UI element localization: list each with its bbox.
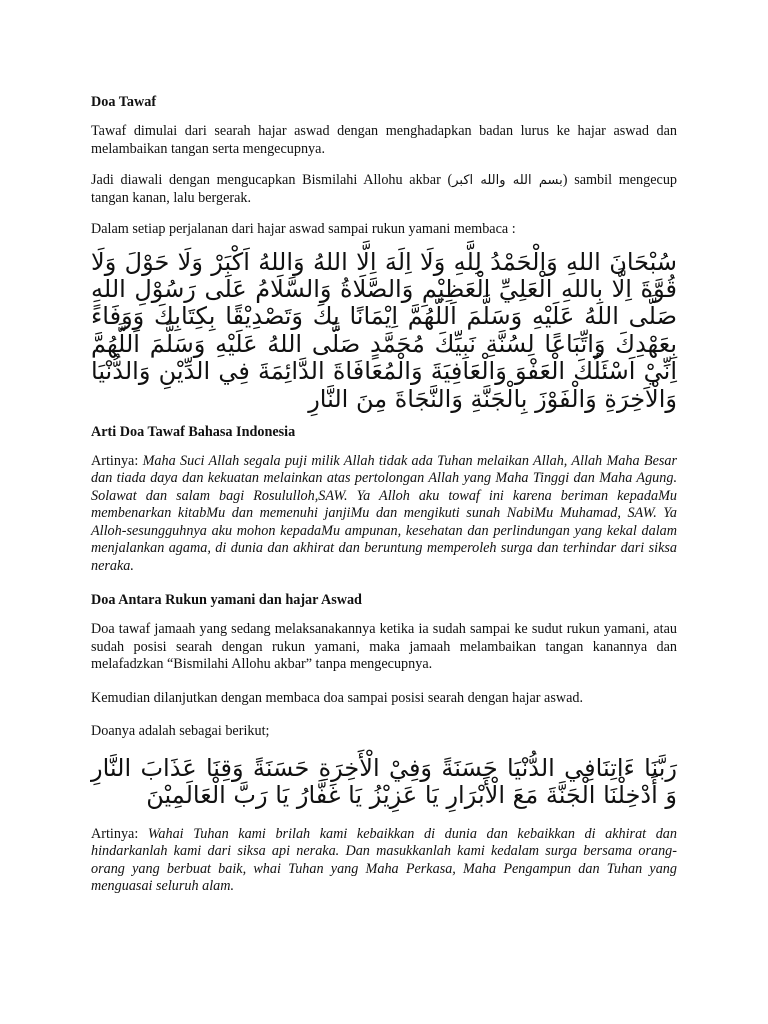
arabic-prayer-rabbana: رَبَّنَا ءَاتِنَافِي الدُّنْيَا حَسَنَةً وَفِيْ الْأَخِرَةِ حَسَنَةً وَقِنَا عَذَابَ النَّارِ وَ أَدْخِلْنَا الْجَنَّةَ مَعَ الْأَبْرَارِ يَا عَزِيْزُ يَا غَفَّارُ يَا رَبَّ الْعَالَمِيْنَ xyxy=(91,753,677,810)
bismillah-text-after: ) sambil mengecup tangan kanan, lalu bergerak. xyxy=(91,172,678,206)
paragraph-prayer-intro: Doanya adalah sebagai berikut; xyxy=(91,723,270,740)
translation-tawaf xyxy=(91,453,677,576)
heading-rukun-yamani: Doa Antara Rukun yamani dan hajar Aswad xyxy=(91,592,362,609)
translation-text: Wahai Tuhan kami brilah kami kebaikkan di dunia dan kebaikkan di akhirat dan hindarkanlah kami dari siksa api neraka. Dan masukkanlah kami kedalam surga bersama orang-orang yang berbuat baik, whai Tuhan yang Maha Perkasa, Maha Pengampun dan Tuhan yang menguasai seluruh alam. xyxy=(91,825,677,895)
paragraph-tawaf-intro: Tawaf dimulai dari searah hajar aswad dengan menghadapkan badan lurus ke hajar aswad dan melambaikan tangan serta mengecupnya. xyxy=(91,123,677,157)
heading-doa-tawaf: Doa Tawaf xyxy=(91,94,157,110)
translation-rabbana xyxy=(91,826,677,896)
translation-label: Artinya: xyxy=(91,825,148,842)
paragraph-reading-instruction: Dalam setiap perjalanan dari hajar aswad sampai rukun yamani membaca : xyxy=(91,221,516,237)
bismillah-arabic: بسم الله والله اكبر xyxy=(452,173,563,188)
bismillah-text-before: Jadi diawali dengan mengucapkan Bismilahi Allohu akbar ( xyxy=(91,172,453,188)
translation-text: Maha Suci Allah segala puji milik Allah tidak ada Tuhan melaikan Allah, Allah Maha Besar dan tiada daya dan kekuatan melainkan atas pertolongan Allah yang Maha Tinggi dan Maha Agung. Solawat dan salam bagi Rosululloh,SAW. Ya Alloh aku towaf ini karena beriman kepadaMu membenarkan kitabMu dan memenuhi janjiMu dan mengikuti sunah NabiMu Muhamad, SAW. Ya Alloh-sesungguhnya aku mohon kepadaMu ampunan, kesehatan dan perlindungan yang kekal dalam menjalankan agama, di dunia dan akhirat dan beruntung memperoleh surga dan terhindar dari siksa neraka. xyxy=(91,452,677,574)
translation-label: Artinya: xyxy=(91,452,143,469)
paragraph-rukun-yamani: Doa tawaf jamaah yang sedang melaksanakannya ketika ia sudah sampai ke sudut rukun yamani, atau sudah posisi searah dengan rukun yamani, maka jamaah melambaikan tangan kanannya dan melafadzkan “Bismilahi Allohu akbar” tanpa mengecupnya. xyxy=(91,621,677,673)
paragraph-bismillah xyxy=(91,172,677,207)
heading-arti-doa-tawaf: Arti Doa Tawaf Bahasa Indonesia xyxy=(91,423,296,440)
arabic-prayer-tawaf: سُبْحَانَ اللهِ وَالْحَمْدُ لِلَّهِ وَلَا اِلَهَ اِلَّا اللهُ وَاللهُ اَكْبَرْ وَلَا حَوْلَ وَلَا قُوَّةَ اِلَّا بِاللهِ الْعَلِيِّ الْعَظِيْمِ وَالصَّلَاةُ وَالسَّلَامُ عَلَى رَسُوْلِ اللهِ صَلَّى اللهُ عَلَيْهِ وَسَلَّمَ اَللَّهُمَّ اِيْمَانًا بِكَ وَتَصْدِيْقًا بِكِتَابِكَ وَوَفَاءً بِعَهْدِكَ وَاتِّبَاعًا لِسُنَّةِ نَبِيِّكَ مُحَمَّدٍ صَلَّى اللهُ عَلَيْهِ وَسَلَّمَ اَللَّهُمَّ اِنِّيْ اَسْئَلُكَ الْعَفْوَ وَالْعَافِيَةَ وَالْمُعَافَاةَ الدَّائِمَةَ فِي الدِّيْنِ وَالدُّنْيَا وَالْاَخِرَةِ وَالْفَوْزَ بِالْجَنَّةِ وَالنَّجَاةَ مِنَ النَّارِ xyxy=(91,247,677,413)
paragraph-continue-reading: Kemudian dilanjutkan dengan membaca doa sampai posisi searah dengan hajar aswad. xyxy=(91,689,584,706)
